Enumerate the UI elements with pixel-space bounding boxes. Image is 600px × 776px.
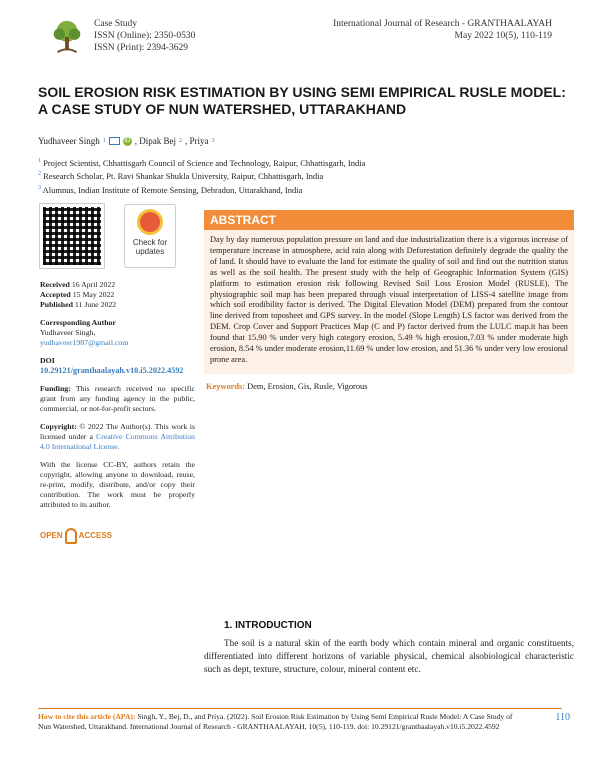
author-2[interactable]: , Dipak Bej bbox=[134, 136, 176, 146]
abstract-heading: ABSTRACT bbox=[204, 210, 574, 230]
introduction-heading: 1. INTRODUCTION bbox=[224, 620, 312, 631]
issn-online: ISSN (Online): 2350-0530 bbox=[94, 31, 196, 41]
citation-footer: How to cite this article (APA): Singh, Y., Bej, D., and Priya. (2022). Soil Erosion Risk Estimation by Using Semi Empirical Rusle Model: A Case Study of Nun Watershed, Uttarakhand. International Journal of Research - GRANTHAALAYAH, 10(5), 110-119. doi: 10.29121/granthaalayah.v10.i5.2022.4592 bbox=[38, 712, 513, 731]
author-3-sup: 3 bbox=[211, 138, 215, 144]
license-text: With the license CC-BY, authors retain the copyright, allowing anyone to download, reuse, re-print, modify, distribute, and/or copy their contribution. The work must be properly attributed to its author. bbox=[40, 460, 195, 509]
journal-tree-logo-icon bbox=[48, 18, 86, 56]
orcid-icon[interactable]: iD bbox=[124, 137, 131, 144]
article-dates: Received 16 April 2022 Accepted 15 May 2022 Published 11 June 2022 bbox=[40, 280, 117, 309]
affiliation-1: $^1$ Project Scientist, Chhattisgarh Council of Science and Technology, Raipur, Chhattisgarh, India bbox=[38, 157, 366, 168]
journal-header-left bbox=[48, 18, 195, 56]
journal-name: International Journal of Research - GRANTHAALAYAH bbox=[333, 19, 552, 29]
article-info-sidebar bbox=[40, 204, 195, 544]
qr-code-icon bbox=[40, 204, 104, 268]
introduction-paragraph: The soil is a natural skin of the earth body which contain mineral and organic constituents, differentiated into different horizons of variable physical, chemical alsobiological characteristic such as dept, texture, structure, colour, mineral content etc. bbox=[204, 638, 574, 674]
abstract-section bbox=[204, 210, 574, 391]
abstract-body: Day by day numerous population pressure on land and due industrialization there is a vigorous increase of temperature increase in atmosphere, acid rain along with Deforestation definitely degrade the quality the of land. It should have to evaluate the land for estimate the quality of soil and find out the nutrition status as well as the soil health. The present study with the help of Geographic Information System (GIS) platform to estimation erosion risk following Revised Soil Loss Erosion Model (RUSLE). The physiographic soil map has been prepared through visual interpretation of LISS-4 satellite image from which soil erodibility factor is derived. The Digital Elevation Model (DEM) prepared from the contour line derived from toposheet and GPS survey. In the model (Slope Length) LS factor was derived from the DEM. Crop Cover and Support Practices Map (C and P) factor derived from the LULC map.it has been found that 15.90 % under very high category erosion, 5.49 % high erosion,7.03 % under moderate high erosion, 8.54 % under moderate erosion,11.69 % under low erosion, and 51.36 % under very low erosional prone area. bbox=[204, 230, 574, 374]
open-access-lock-icon bbox=[65, 528, 77, 544]
corresponding-author: Corresponding Author Yudhaveer Singh, yudhaveer1987@gmail.com bbox=[40, 318, 129, 347]
check-updates-icon bbox=[137, 209, 163, 235]
author-1[interactable]: Yudhaveer Singh bbox=[38, 136, 100, 146]
open-access-logo: OPEN ACCESS bbox=[40, 528, 195, 544]
journal-header-right bbox=[333, 18, 552, 42]
copyright-statement: Copyright: © 2022 The Author(s). This work is licensed under a Creative Commons Attribution 4.0 International License. bbox=[40, 422, 195, 451]
affiliations bbox=[38, 156, 365, 196]
doi-block: DOI 10.29121/granthaalayah.v10.i5.2022.4592 bbox=[40, 356, 184, 375]
affiliation-3: $^3$ Alumnus, Indian Institute of Remote Sensing, Dehradun, Uttarakhand, India bbox=[38, 184, 303, 195]
email-icon[interactable] bbox=[109, 137, 120, 145]
author-list bbox=[38, 136, 215, 146]
footer-divider bbox=[38, 708, 562, 709]
keywords: Keywords: Dem, Erosion, Gis, Rusle, Vigorous bbox=[206, 381, 368, 391]
license-link[interactable]: Creative Commons Attribution 4.0 International License. bbox=[40, 432, 195, 451]
page-number: 110 bbox=[555, 712, 570, 723]
doi-link[interactable]: 10.29121/granthaalayah.v10.i5.2022.4592 bbox=[40, 366, 184, 375]
author-2-sup: 2 bbox=[179, 138, 182, 144]
author-1-sup: 1 bbox=[102, 138, 106, 144]
funding-statement: Funding: This research received no specific grant from any funding agency in the public, commercial, or not-for-profit sectors. bbox=[40, 384, 195, 413]
corresponding-email-link[interactable]: yudhaveer1987@gmail.com bbox=[40, 338, 129, 347]
paper-title: SOIL EROSION RISK ESTIMATION BY USING SEMI EMPIRICAL RUSLE MODEL: A CASE STUDY OF NUN WATERSHED, UTTARAKHAND bbox=[38, 84, 566, 117]
check-for-updates-badge[interactable]: Check for updates bbox=[124, 204, 176, 268]
author-3[interactable]: , Priya bbox=[185, 136, 209, 146]
article-type: Case Study bbox=[94, 19, 138, 29]
journal-issue: May 2022 10(5), 110-119 bbox=[454, 31, 552, 41]
affiliation-2: $^2$ Research Scholar, Pt. Ravi Shankar Shukla University, Raipur, Chhattisgarh, India bbox=[38, 171, 324, 182]
issn-print: ISSN (Print): 2394-3629 bbox=[94, 43, 188, 53]
